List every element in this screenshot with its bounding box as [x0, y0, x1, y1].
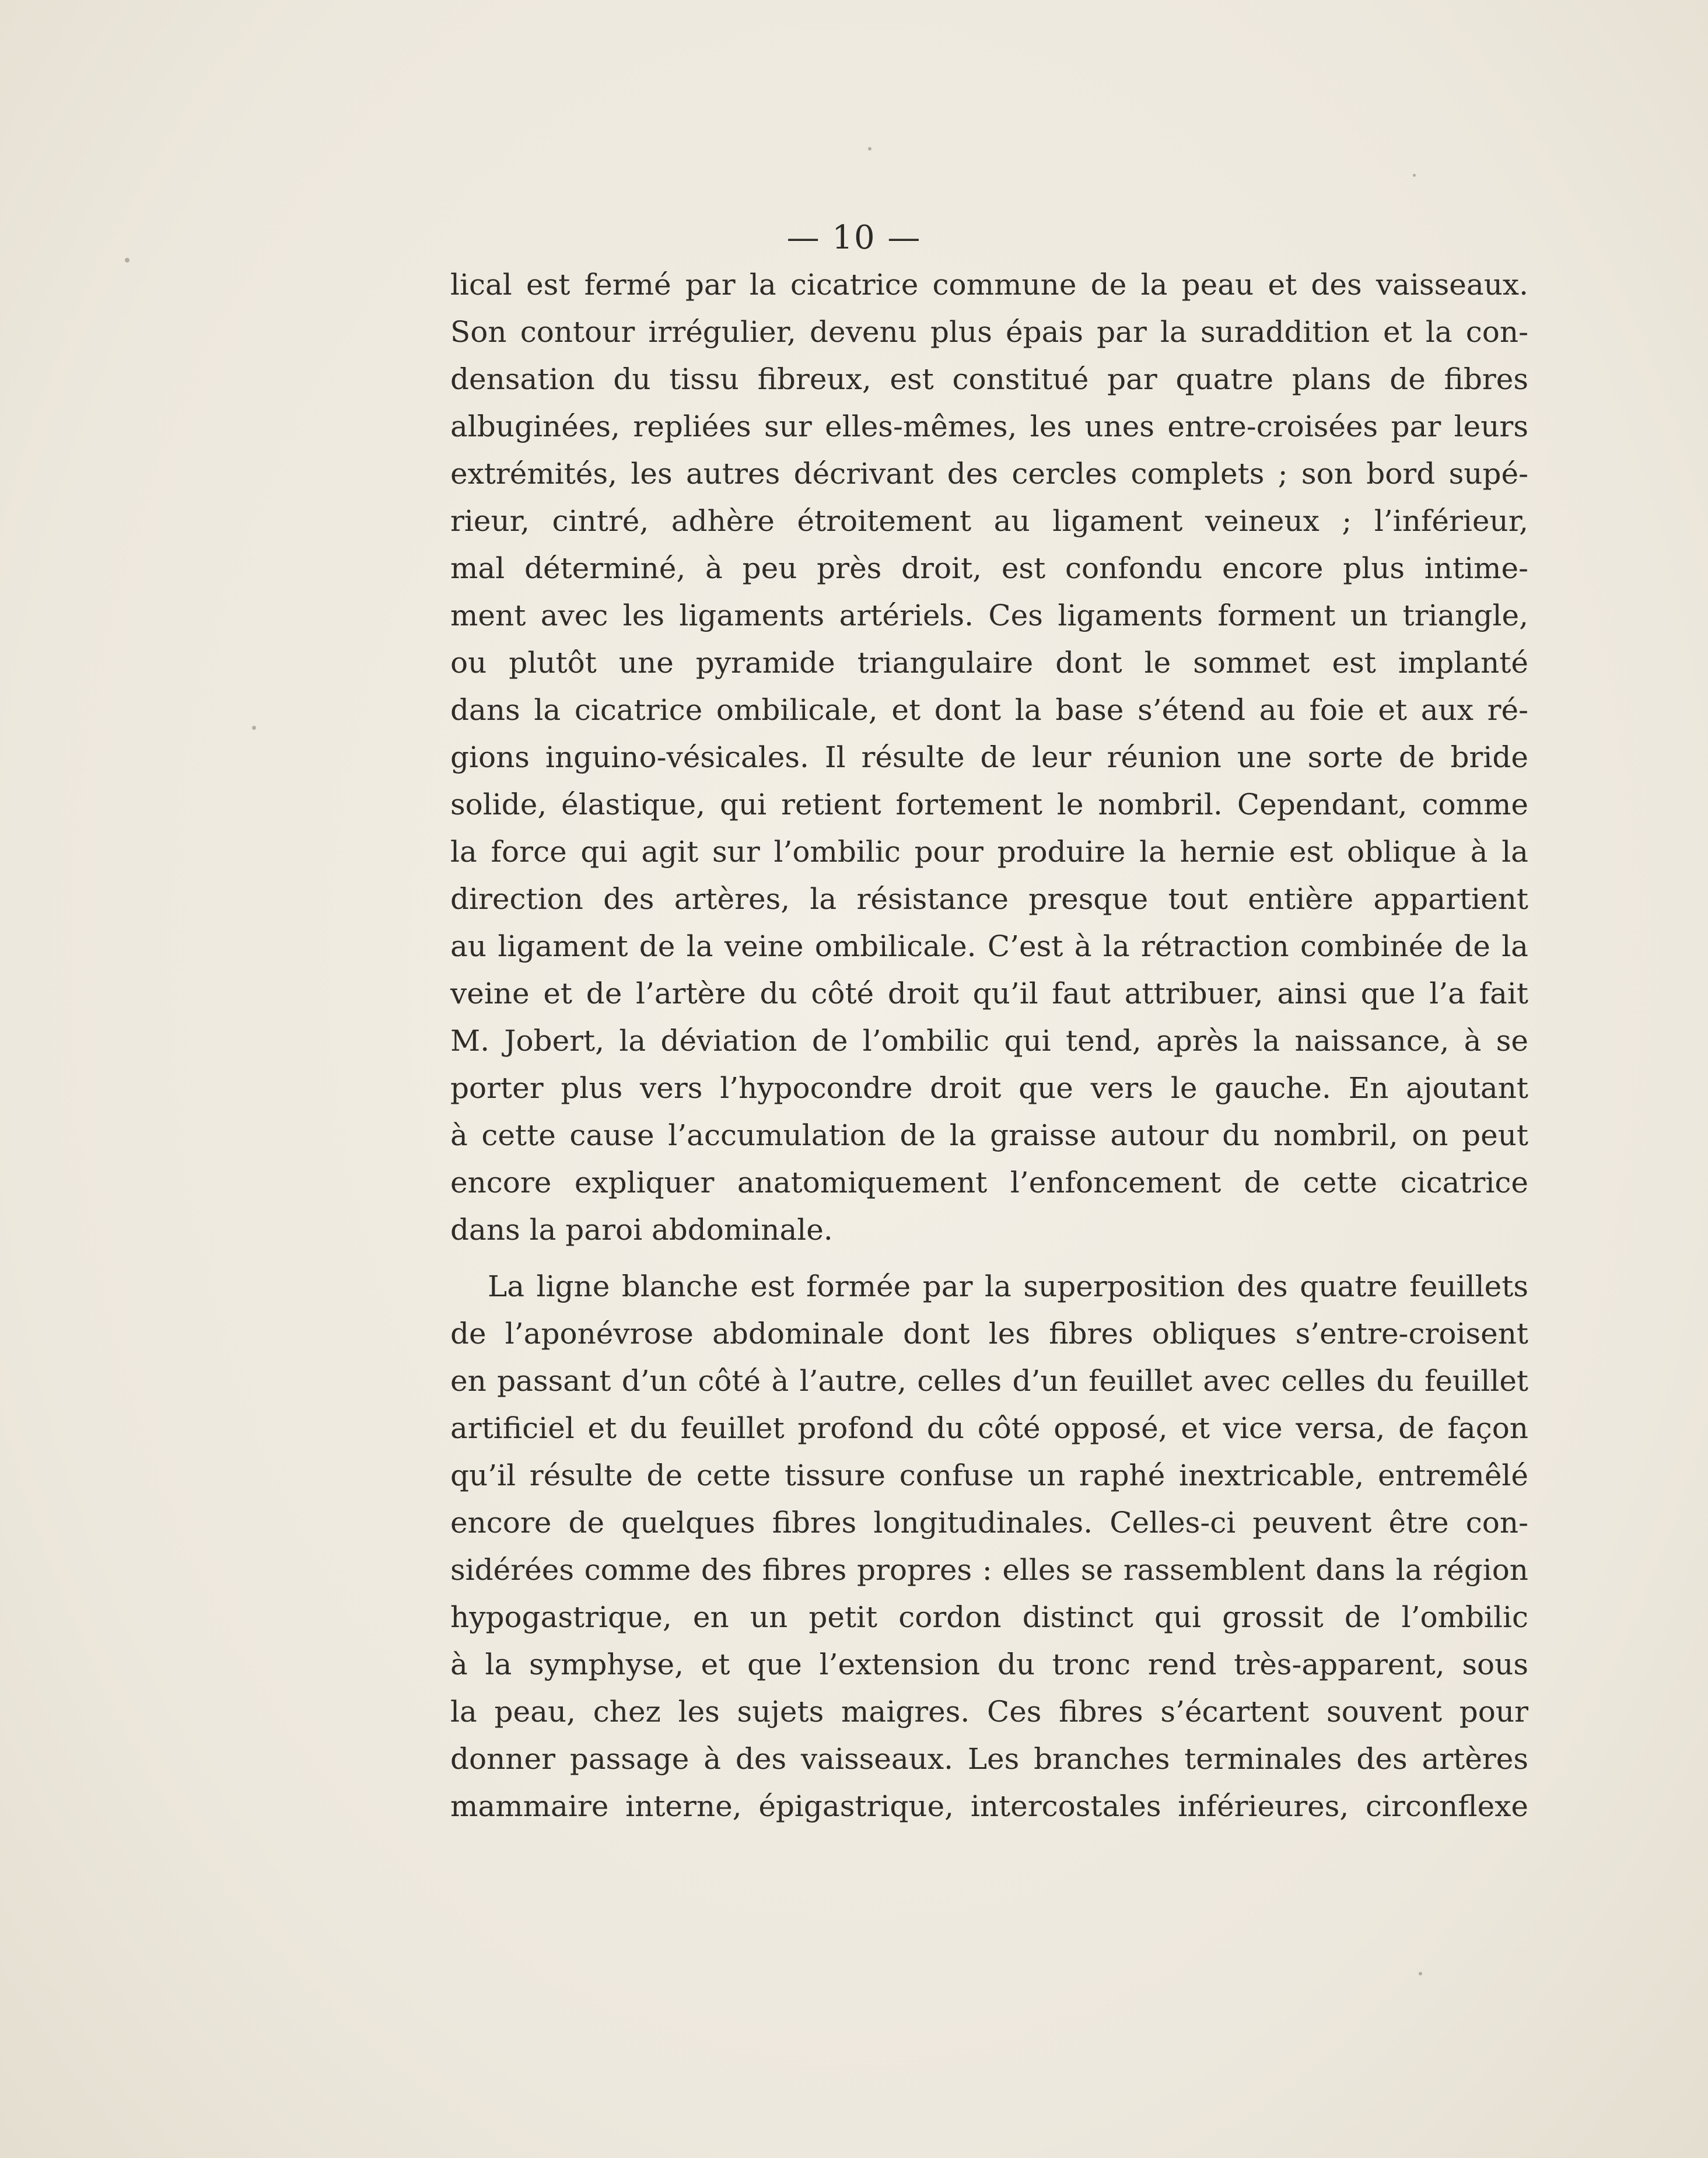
text-line: artificiel et du feuillet profond du côté opposé, et vice versa, de façon: [450, 1411, 1528, 1445]
text-line: Son contour irrégulier, devenu plus épais par la suraddition et la con-: [450, 315, 1528, 349]
paper-speck: [868, 147, 872, 151]
text-line: la peau, chez les sujets maigres. Ces fibres s’écartent souvent pour: [450, 1695, 1528, 1729]
text-line: encore de quelques fibres longitudinales. Celles-ci peuvent être con-: [450, 1506, 1528, 1540]
paragraph-1: [450, 261, 1528, 1254]
text-line: mammaire interne, épigastrique, intercostales inférieures, circonflexe: [450, 1789, 1528, 1823]
text-line: qu’il résulte de cette tissure confuse un raphé inextricable, entremêlé: [450, 1459, 1528, 1492]
text-line: extrémités, les autres décrivant des cercles complets ; son bord supé-: [450, 457, 1528, 491]
text-line: ou plutôt une pyramide triangulaire dont le sommet est implanté: [450, 646, 1528, 680]
text-line: solide, élastique, qui retient fortement le nombril. Cependant, comme: [450, 788, 1528, 821]
text-line: gions inguino-vésicales. Il résulte de leur réunion une sorte de bride: [450, 740, 1528, 774]
text-line: dans la cicatrice ombilicale, et dont la base s’étend au foie et aux ré-: [450, 693, 1528, 727]
text-line: donner passage à des vaisseaux. Les branches terminales des artères: [450, 1742, 1528, 1776]
text-line: densation du tissu fibreux, est constitué par quatre plans de fibres: [450, 362, 1528, 396]
text-line: au ligament de la veine ombilicale. C’est à la rétraction combinée de la: [450, 929, 1528, 963]
text-line: La ligne blanche est formée par la superposition des quatre feuillets: [488, 1269, 1528, 1303]
paper-speck: [1413, 174, 1416, 177]
text-line: à la symphyse, et que l’extension du tronc rend très-apparent, sous: [450, 1648, 1528, 1681]
text-line: de l’aponévrose abdominale dont les fibres obliques s’entre-croisent: [450, 1317, 1528, 1351]
paragraph-2: [450, 1263, 1528, 1830]
text-line: en passant d’un côté à l’autre, celles d’un feuillet avec celles du feuillet: [450, 1364, 1528, 1398]
text-line: la force qui agit sur l’ombilic pour produire la hernie est oblique à la: [450, 835, 1528, 869]
text-line: M. Jobert, la déviation de l’ombilic qui tend, après la naissance, à se: [450, 1024, 1528, 1058]
text-line: direction des artères, la résistance presque tout entière appartient: [450, 882, 1528, 916]
text-line: encore expliquer anatomiquement l’enfoncement de cette cicatrice: [450, 1166, 1528, 1199]
page-number: — 10 —: [786, 219, 922, 257]
paper-speck: [1419, 1972, 1422, 1975]
text-line: hypogastrique, en un petit cordon distinct qui grossit de l’ombilic: [450, 1600, 1528, 1634]
text-line: porter plus vers l’hypocondre droit que vers le gauche. En ajoutant: [450, 1071, 1528, 1105]
text-line: rieur, cintré, adhère étroitement au ligament veineux ; l’inférieur,: [450, 504, 1528, 538]
text-line: dans la paroi abdominale.: [450, 1213, 833, 1247]
text-line: ment avec les ligaments artériels. Ces ligaments forment un triangle,: [450, 599, 1528, 632]
text-line: lical est fermé par la cicatrice commune de la peau et des vaisseaux.: [450, 268, 1528, 302]
text-line: mal déterminé, à peu près droit, est confondu encore plus intime-: [450, 551, 1528, 585]
paper-speck: [252, 726, 256, 730]
body-text: [450, 261, 1528, 1830]
text-line: à cette cause l’accumulation de la graisse autour du nombril, on peut: [450, 1118, 1528, 1152]
text-line: veine et de l’artère du côté droit qu’il faut attribuer, ainsi que l’a fait: [450, 977, 1528, 1010]
text-line: sidérées comme des fibres propres : elles se rassemblent dans la région: [450, 1553, 1528, 1587]
text-line: albuginées, repliées sur elles-mêmes, les unes entre-croisées par leurs: [450, 410, 1528, 443]
